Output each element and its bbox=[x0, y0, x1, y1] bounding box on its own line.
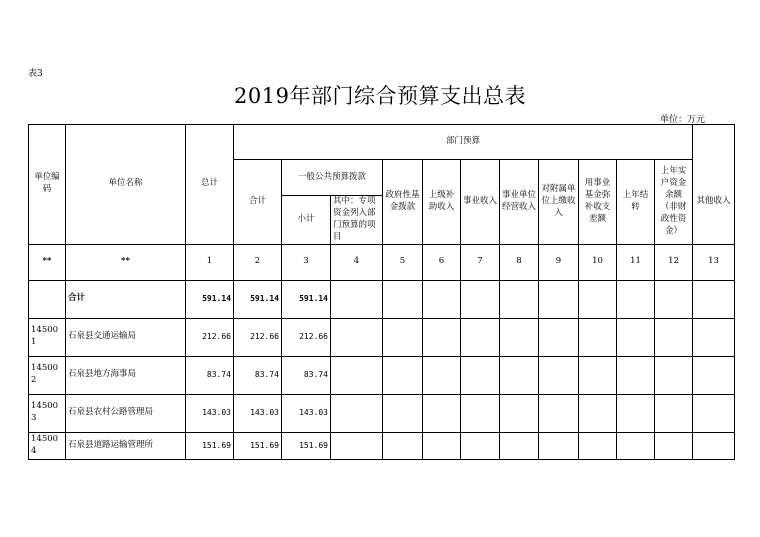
index-cell: 8 bbox=[500, 244, 539, 280]
index-cell: 9 bbox=[539, 244, 579, 280]
cell-empty bbox=[539, 318, 579, 356]
cell-empty bbox=[655, 394, 693, 432]
cell-empty bbox=[617, 394, 655, 432]
cell-empty bbox=[331, 432, 383, 459]
header-subtotal: 小计 bbox=[282, 196, 331, 245]
cell-empty bbox=[383, 356, 423, 394]
index-cell: 7 bbox=[461, 244, 500, 280]
cell-code: 145003 bbox=[29, 394, 66, 432]
cell-empty bbox=[655, 432, 693, 459]
cell-subtotal: 151.69 bbox=[282, 432, 331, 459]
cell-empty bbox=[331, 356, 383, 394]
header-higher-subsidy: 上级补助收入 bbox=[423, 160, 461, 245]
cell-subtotal: 143.03 bbox=[282, 394, 331, 432]
index-row bbox=[29, 244, 735, 280]
cell-code bbox=[29, 280, 66, 318]
cell-sum: 212.66 bbox=[234, 318, 282, 356]
cell-name: 石泉县道路运输管理所 bbox=[66, 432, 186, 459]
index-cell: ** bbox=[66, 244, 186, 280]
cell-empty bbox=[500, 394, 539, 432]
cell-empty bbox=[539, 432, 579, 459]
cell-empty bbox=[461, 280, 500, 318]
cell-empty bbox=[461, 356, 500, 394]
cell-empty bbox=[461, 394, 500, 432]
cell-empty bbox=[500, 432, 539, 459]
cell-empty bbox=[461, 318, 500, 356]
cell-empty bbox=[693, 394, 735, 432]
header-business-income: 事业收入 bbox=[461, 160, 500, 245]
cell-total: 83.74 bbox=[186, 356, 234, 394]
cell-sum: 591.14 bbox=[234, 280, 282, 318]
cell-code: 145001 bbox=[29, 318, 66, 356]
cell-sum: 151.69 bbox=[234, 432, 282, 459]
header-operating-income: 事业单位经营收入 bbox=[500, 160, 539, 245]
cell-empty bbox=[693, 432, 735, 459]
cell-empty bbox=[693, 280, 735, 318]
index-cell: 10 bbox=[579, 244, 617, 280]
cell-empty bbox=[331, 280, 383, 318]
unit-label: 单位：万元 bbox=[660, 115, 706, 125]
cell-empty bbox=[579, 280, 617, 318]
header-general-budget: 一般公共预算拨款 bbox=[282, 160, 383, 196]
cell-empty bbox=[423, 432, 461, 459]
index-cell: 13 bbox=[693, 244, 735, 280]
header-blank-top bbox=[693, 125, 735, 160]
cell-empty bbox=[693, 318, 735, 356]
header-sum: 合计 bbox=[234, 160, 282, 245]
header-unit-name: 单位名称 bbox=[66, 125, 186, 245]
cell-empty bbox=[423, 280, 461, 318]
table-row bbox=[29, 432, 735, 459]
cell-empty bbox=[461, 432, 500, 459]
page-title: 2019年部门综合预算支出总表 bbox=[234, 84, 526, 108]
header-unit-code: 单位编码 bbox=[29, 125, 66, 245]
table-row-total bbox=[29, 280, 735, 318]
cell-empty bbox=[617, 280, 655, 318]
cell-empty bbox=[539, 280, 579, 318]
index-cell: 5 bbox=[383, 244, 423, 280]
cell-empty bbox=[579, 318, 617, 356]
cell-subtotal: 591.14 bbox=[282, 280, 331, 318]
header-affiliated: 对附属单位上缴收入 bbox=[539, 160, 579, 245]
cell-name: 石泉县农村公路管理局 bbox=[66, 394, 186, 432]
cell-empty bbox=[655, 356, 693, 394]
cell-empty bbox=[423, 394, 461, 432]
table-row bbox=[29, 318, 735, 356]
cell-empty bbox=[500, 280, 539, 318]
cell-sum: 143.03 bbox=[234, 394, 282, 432]
index-cell: 3 bbox=[282, 244, 331, 280]
cell-empty bbox=[539, 394, 579, 432]
cell-empty bbox=[423, 356, 461, 394]
cell-empty bbox=[617, 356, 655, 394]
cell-empty bbox=[423, 318, 461, 356]
header-dept-budget: 部门预算 bbox=[234, 125, 693, 160]
cell-empty bbox=[383, 318, 423, 356]
cell-name: 合计 bbox=[66, 280, 186, 318]
header-special: 其中：专项资金列入部门预算的项目 bbox=[331, 196, 383, 245]
header-total: 总计 bbox=[186, 125, 234, 245]
table-row bbox=[29, 394, 735, 432]
header-prev-balance: 上年结转 bbox=[617, 160, 655, 245]
cell-empty bbox=[331, 394, 383, 432]
index-cell: 1 bbox=[186, 244, 234, 280]
cell-empty bbox=[617, 318, 655, 356]
cell-subtotal: 212.66 bbox=[282, 318, 331, 356]
cell-empty bbox=[500, 318, 539, 356]
cell-name: 石泉县地方海事局 bbox=[66, 356, 186, 394]
cell-empty bbox=[500, 356, 539, 394]
cell-name: 石泉县交通运输局 bbox=[66, 318, 186, 356]
budget-table bbox=[28, 124, 735, 460]
cell-code: 145002 bbox=[29, 356, 66, 394]
cell-empty bbox=[383, 394, 423, 432]
cell-empty bbox=[579, 394, 617, 432]
cell-code: 145004 bbox=[29, 432, 66, 459]
index-cell: 12 bbox=[655, 244, 693, 280]
cell-empty bbox=[655, 280, 693, 318]
header-row-1 bbox=[29, 125, 735, 160]
index-cell: 11 bbox=[617, 244, 655, 280]
index-cell: 4 bbox=[331, 244, 383, 280]
cell-subtotal: 83.74 bbox=[282, 356, 331, 394]
cell-empty bbox=[655, 318, 693, 356]
cell-total: 143.03 bbox=[186, 394, 234, 432]
header-gov-fund: 政府性基金拨款 bbox=[383, 160, 423, 245]
header-prev-actual-balance: 上年实户资金余额（非财政性资金） bbox=[655, 160, 693, 245]
cell-sum: 83.74 bbox=[234, 356, 282, 394]
cell-empty bbox=[693, 356, 735, 394]
cell-total: 151.69 bbox=[186, 432, 234, 459]
table-row bbox=[29, 356, 735, 394]
index-cell: ** bbox=[29, 244, 66, 280]
cell-total: 212.66 bbox=[186, 318, 234, 356]
cell-empty bbox=[617, 432, 655, 459]
cell-empty bbox=[579, 356, 617, 394]
index-cell: 2 bbox=[234, 244, 282, 280]
cell-empty bbox=[539, 356, 579, 394]
header-other-income: 其他收入 bbox=[693, 160, 735, 245]
table-tag: 表3 bbox=[28, 69, 43, 79]
cell-empty bbox=[383, 432, 423, 459]
index-cell: 6 bbox=[423, 244, 461, 280]
cell-empty bbox=[383, 280, 423, 318]
cell-empty bbox=[331, 318, 383, 356]
cell-total: 591.14 bbox=[186, 280, 234, 318]
cell-empty bbox=[579, 432, 617, 459]
header-fund-supplement: 用事业基金弥补收支差额 bbox=[579, 160, 617, 245]
